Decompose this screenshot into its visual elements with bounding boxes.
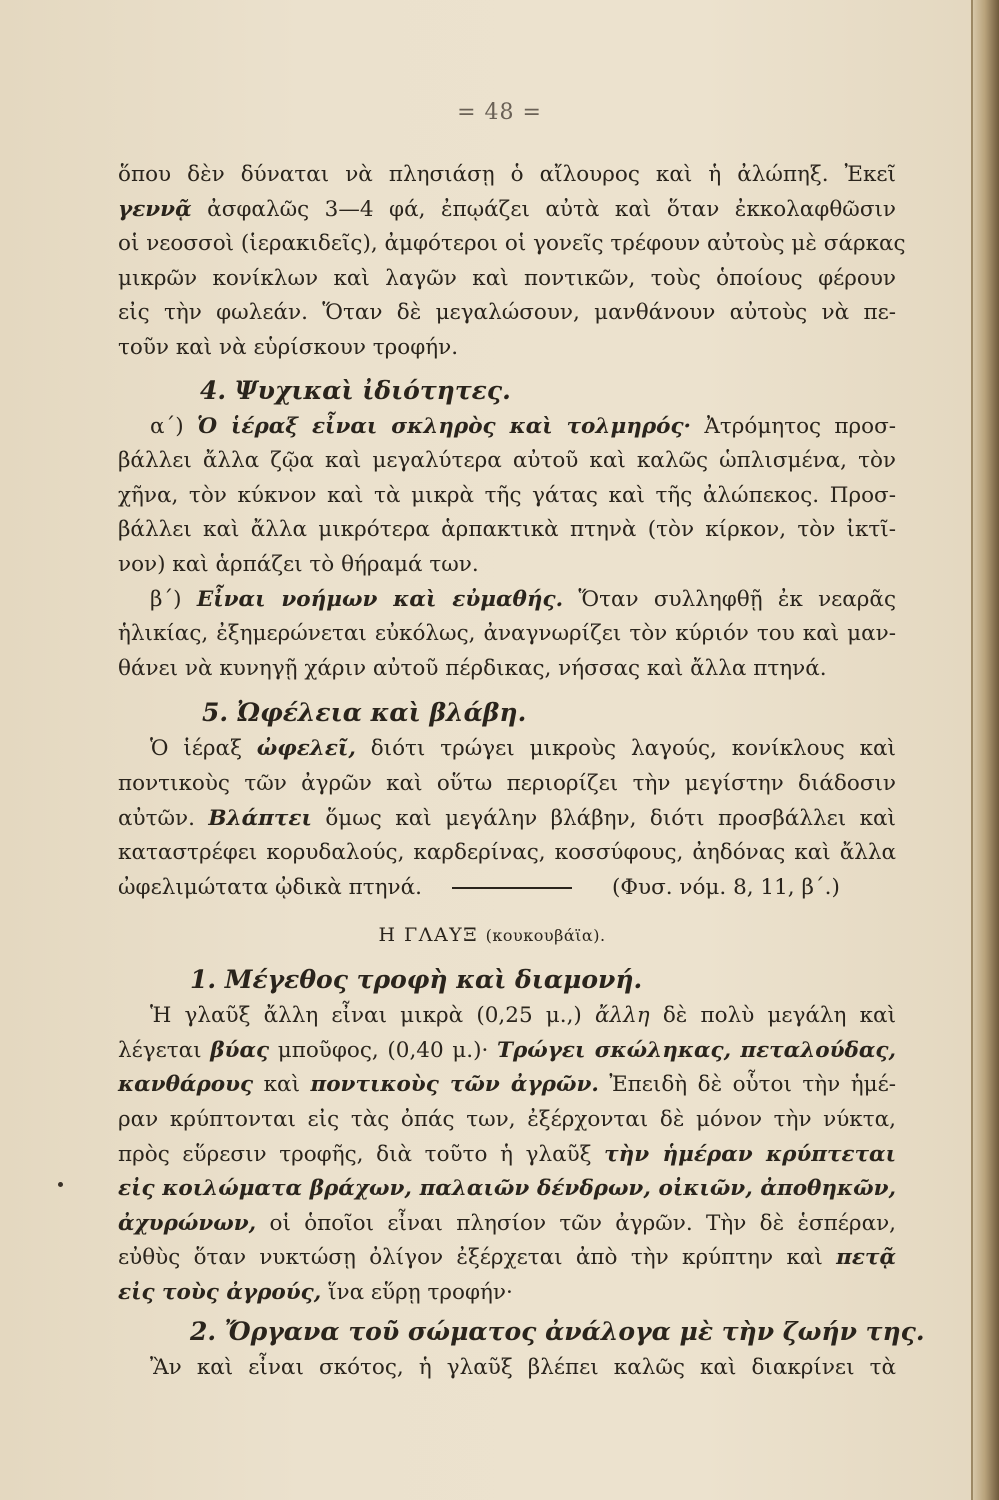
text-line: εἰς κοιλώματα βράχων, παλαιῶν δένδρων, οἰκιῶν, ἀποθηκῶν, <box>118 1176 896 1202</box>
heading-benefit-harm: 5. Ὠφέλεια καὶ βλάβη. <box>202 698 527 728</box>
text-line: οἱ νεοσσοὶ (ἱερακιδεῖς), ἀμφότεροι οἱ γονεῖς τρέφουν αὐτοὺς μὲ σάρκας <box>118 231 906 257</box>
text-line: βάλλει καὶ ἄλλα μικρότερα ἁρπακτικὰ πτηνὰ (τὸν κίρκον, τὸν ἰκτῖ- <box>118 517 896 543</box>
text-line: αὐτῶν. Βλάπτει ὅμως καὶ μεγάλην βλάβην, διότι προσβάλλει καὶ <box>118 805 896 831</box>
heading-size-food: 1. Μέγεθος τροφὴ καὶ διαμονή. <box>190 965 643 995</box>
text-line: νον) καὶ ἁρπάζει τὸ θήραμά των. <box>118 551 479 577</box>
text-line: μικρῶν κονίκλων καὶ λαγῶν καὶ ποντικῶν, τοὺς ὁποίους φέρουν <box>118 265 896 291</box>
heading-body-organs: 2. Ὄργανα τοῦ σώματος ἀνάλογα μὲ τὴν ζωήν της. <box>190 1316 925 1346</box>
margin-ink-dot <box>58 1182 63 1187</box>
text-line: ραν κρύπτονται εἰς τὰς ὀπάς των, ἐξέρχονται δὲ μόνον τὴν νύκτα, <box>118 1107 896 1133</box>
page-edge-shadow <box>973 0 999 1500</box>
text-line: πρὸς εὕρεσιν τροφῆς, διὰ τοῦτο ἡ γλαῦξ τὴν ἡμέραν κρύπτεται <box>118 1141 896 1167</box>
text-line: Ὁ ἱέραξ ὠφελεῖ, διότι τρώγει μικροὺς λαγούς, κονίκλους καὶ <box>150 736 896 762</box>
text-line: εἰς τὴν φωλεάν. Ὅταν δὲ μεγαλώσουν, μανθάνουν αὐτοὺς νὰ πε- <box>118 300 896 326</box>
text-line: ποντικοὺς τῶν ἀγρῶν καὶ οὕτω περιορίζει τὴν μεγίστην διάδοσιν <box>118 770 896 796</box>
heading-psychic-traits: 4. Ψυχικαὶ ἰδιότητες. <box>200 375 511 405</box>
text-line: εἰς τοὺς ἀγρούς, ἵνα εὕρῃ τροφήν· <box>118 1280 513 1306</box>
separator-rule <box>452 887 572 889</box>
text-line: ἡλικίας, ἐξημερώνεται εὐκόλως, ἀναγνωρίζει τὸν κύριόν του καὶ μαν- <box>118 621 896 647</box>
text-line: α΄) Ὁ ἱέραξ εἶναι σκληρὸς καὶ τολμηρός· Ἀτρόμητος προσ- <box>150 413 897 439</box>
text-line: ὅπου δὲν δύναται νὰ πλησιάσῃ ὁ αἴλουρος καὶ ἡ ἀλώπηξ. Ἐκεῖ <box>118 162 896 187</box>
page-body <box>118 158 925 1385</box>
text-line: ἀχυρώνων, οἱ ὁποῖοι εἶναι πλησίον τῶν ἀγρῶν. Τὴν δὲ ἑσπέραν, <box>118 1210 896 1236</box>
citation: (Φυσ. νόμ. 8, 11, β΄.) <box>611 874 840 900</box>
text-line: ὠφελιμώτατα ᾠδικὰ πτηνά. (Φυσ. νόμ. 8, 11, β΄.) <box>118 874 840 900</box>
text-line: λέγεται βύας μποῦφος, (0,40 μ.)· Τρώγει σκώληκας, πεταλούδας, <box>118 1037 896 1063</box>
text-line: θάνει νὰ κυνηγῇ χάριν αὐτοῦ πέρδικας, νήσσας καὶ ἄλλα πτηνά. <box>118 655 827 681</box>
text-line: τοῦν καὶ νὰ εὑρίσκουν τροφήν. <box>118 334 459 360</box>
text-line: Ἡ γλαῦξ ἄλλη εἶναι μικρὰ (0,25 μ.,) ἄλλη δὲ πολὺ μεγάλη καὶ <box>150 1003 897 1029</box>
text-line: καταστρέφει κορυδαλούς, καρδερίνας, κοσσύφους, ἀηδόνας καὶ ἄλλα <box>118 840 896 866</box>
text-line: β΄) Εἶναι νοήμων καὶ εὐμαθής. Ὅταν συλληφθῇ ἐκ νεαρᾶς <box>150 586 896 612</box>
page-number: = 48 = <box>457 100 542 125</box>
text-line: γεννᾷ ἀσφαλῶς 3—4 φά, ἐπῳάζει αὐτὰ καὶ ὅταν ἐκκολαφθῶσιν <box>118 196 896 222</box>
text-line: εὐθὺς ὅταν νυκτώσῃ ὀλίγον ἐξέρχεται ἀπὸ τὴν κρύπτην καὶ πετᾷ <box>118 1245 896 1271</box>
text-line: χῆνα, τὸν κύκνον καὶ τὰ μικρὰ τῆς γάτας καὶ τῆς ἀλώπεκος. Προσ- <box>118 482 896 508</box>
text-line: βάλλει ἄλλα ζῷα καὶ μεγαλύτερα αὐτοῦ καὶ καλῶς ὡπλισμένα, τὸν <box>118 448 896 474</box>
text-line: Ἂν καὶ εἶναι σκότος, ἡ γλαῦξ βλέπει καλῶς καὶ διακρίνει τὰ <box>150 1354 896 1380</box>
section-title: Η ΓΛΑΥΞ (κουκουβάϊα). <box>378 924 606 947</box>
text-line: κανθάρους καὶ ποντικοὺς τῶν ἀγρῶν. Ἐπειδὴ δὲ οὗτοι τὴν ἡμέ- <box>118 1072 896 1098</box>
